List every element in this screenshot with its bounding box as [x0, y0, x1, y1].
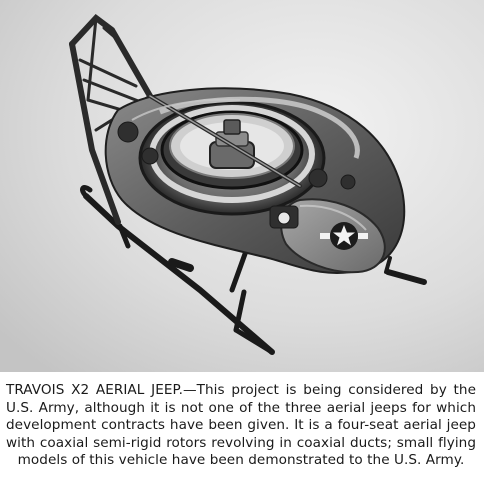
rotor-duct — [140, 102, 324, 214]
photo-caption — [6, 382, 476, 470]
caption-title: TRAVOIS X2 AERIAL JEEP. — [6, 382, 183, 398]
caption-body: —This project is being considered by the U.S. Army, although it is not one of the three aerial jeeps for which development contracts have been given. It is a four-seat aerial jeep with coaxial semi-rigid rotors revolving in coaxial ducts; small flying models of this vehicle have been demonstrated to the U.S. Army. — [6, 382, 477, 469]
